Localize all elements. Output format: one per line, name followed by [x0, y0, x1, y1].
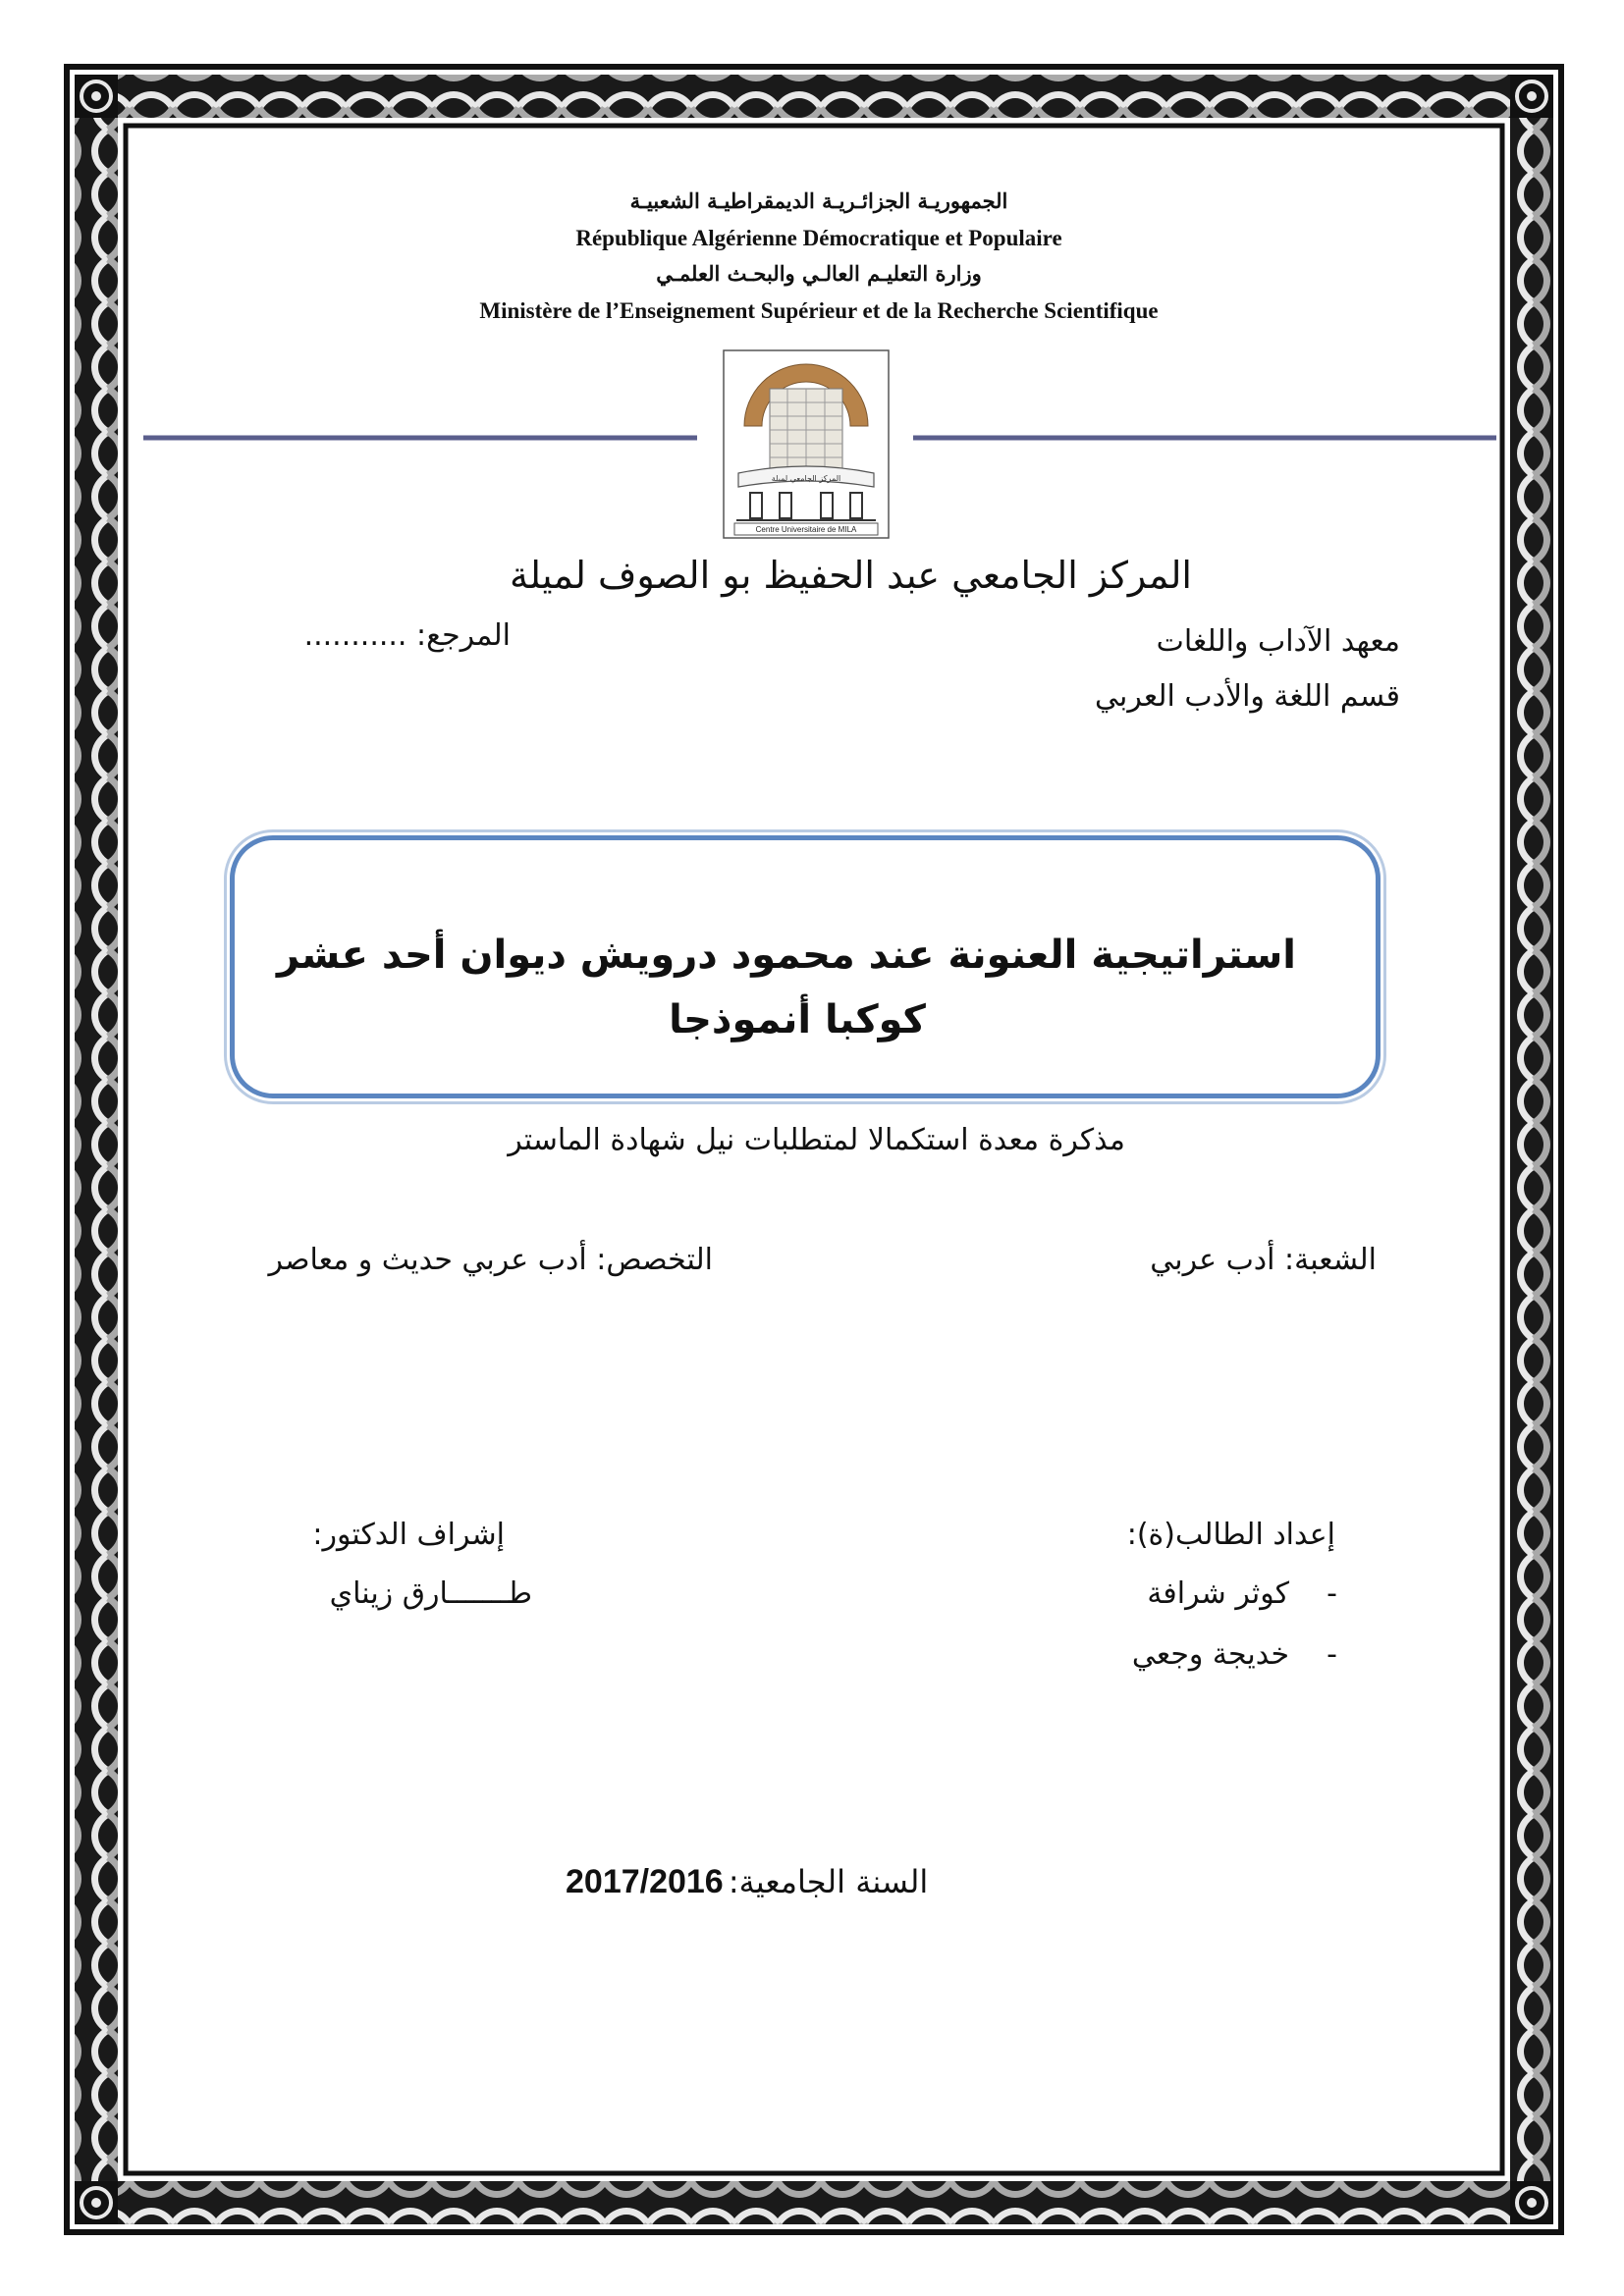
thesis-title-line1: استراتيجية العنونة عند محمود درويش ديوان أحد عشر [277, 933, 1296, 978]
thesis-subtitle: مذكرة معدة استكمالا لمتطلبات نيل شهادة الماستر [508, 1123, 1125, 1157]
corner-ornament-br [1510, 2181, 1553, 2224]
supervisor-label: إشراف الدكتور: [312, 1518, 505, 1552]
ministry-arabic: وزارة التعليـم العالـي والبحـث العلمـي [656, 261, 982, 286]
corner-ornament-tr [1510, 75, 1553, 118]
institution-name: المركز الجامعي عبد الحفيظ بو الصوف لميلة [509, 554, 1192, 597]
academic-year-label: السنة الجامعية: [728, 1863, 929, 1900]
logo-banner-text: المركز الجامعي لميلة [771, 474, 841, 483]
department-name: قسم اللغة والأدب العربي [1094, 679, 1400, 714]
bullet-dash: - [1289, 1637, 1337, 1672]
student-name: كوثر شرافة [1147, 1576, 1290, 1611]
ministry-french: Ministère de l’Enseignement Supérieur et de la Recherche Scientifique [479, 298, 1159, 323]
academic-year [566, 1863, 928, 1901]
students-label: إعداد الطالب(ة): [1126, 1518, 1335, 1552]
branch-field: الشعبة: أدب عربي [1150, 1243, 1377, 1277]
university-logo [723, 349, 890, 539]
institute-name: معهد الآداب واللغات [1156, 624, 1400, 659]
bullet-dash: - [1289, 1576, 1337, 1611]
corner-ornament-bl [75, 2181, 118, 2224]
logo-caption: Centre Universitaire de MILA [755, 525, 857, 534]
corner-ornament-tl [75, 75, 118, 118]
republic-french: République Algérienne Démocratique et Populaire [575, 226, 1062, 250]
supervisor-name: طـــــــارق زيناي [329, 1576, 532, 1611]
thesis-title-line2: كوكبا أنموذجا [669, 997, 926, 1042]
republic-arabic: الجمهوريـة الجزائـريـة الديمقراطيـة الشعبيـة [629, 188, 1008, 213]
student-item-1 [1147, 1576, 1337, 1611]
specialty-field: التخصص: أدب عربي حديث و معاصر [268, 1243, 713, 1277]
student-name: خديجة وجعي [1131, 1637, 1290, 1672]
reference-field: المرجع: ........... [303, 618, 511, 653]
student-item-2 [1132, 1637, 1337, 1672]
academic-year-value: 2017/2016 [566, 1863, 724, 1900]
